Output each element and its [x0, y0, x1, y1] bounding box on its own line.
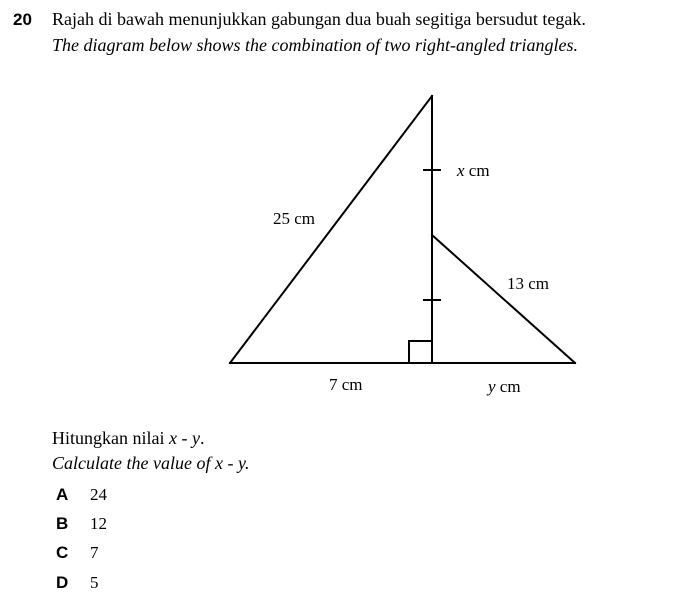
option-value: 12: [90, 514, 107, 533]
option-letter: B: [56, 514, 69, 533]
question-stem-english: The diagram below shows the combination of two right-angled triangles.: [52, 35, 578, 55]
label-hyp-small: 13 cm: [507, 274, 550, 293]
option-c[interactable]: [56, 543, 99, 563]
instruction-malay: Hitungkan nilai x - y.: [52, 428, 205, 448]
option-b[interactable]: [56, 514, 107, 534]
question-number: 20: [13, 10, 32, 29]
option-value: 7: [90, 543, 99, 562]
option-value: 24: [90, 485, 107, 504]
hypotenuse-small: [432, 235, 575, 363]
option-letter: D: [56, 573, 69, 592]
instruction-english: Calculate the value of x - y.: [52, 453, 250, 473]
label-base-left: 7 cm: [329, 375, 363, 394]
right-angle-marker: [409, 341, 432, 363]
option-d[interactable]: [56, 573, 99, 593]
label-hyp-big: 25 cm: [273, 209, 316, 228]
label-top-segment: x cm: [457, 161, 490, 180]
label-base-right: y cm: [488, 377, 521, 396]
hypotenuse-big: [230, 96, 432, 363]
option-letter: A: [56, 485, 69, 504]
option-value: 5: [90, 573, 99, 592]
question-stem-malay: Rajah di bawah menunjukkan gabungan dua buah segitiga bersudut tegak.: [52, 9, 586, 29]
option-a[interactable]: [56, 485, 107, 505]
option-letter: C: [56, 543, 69, 562]
